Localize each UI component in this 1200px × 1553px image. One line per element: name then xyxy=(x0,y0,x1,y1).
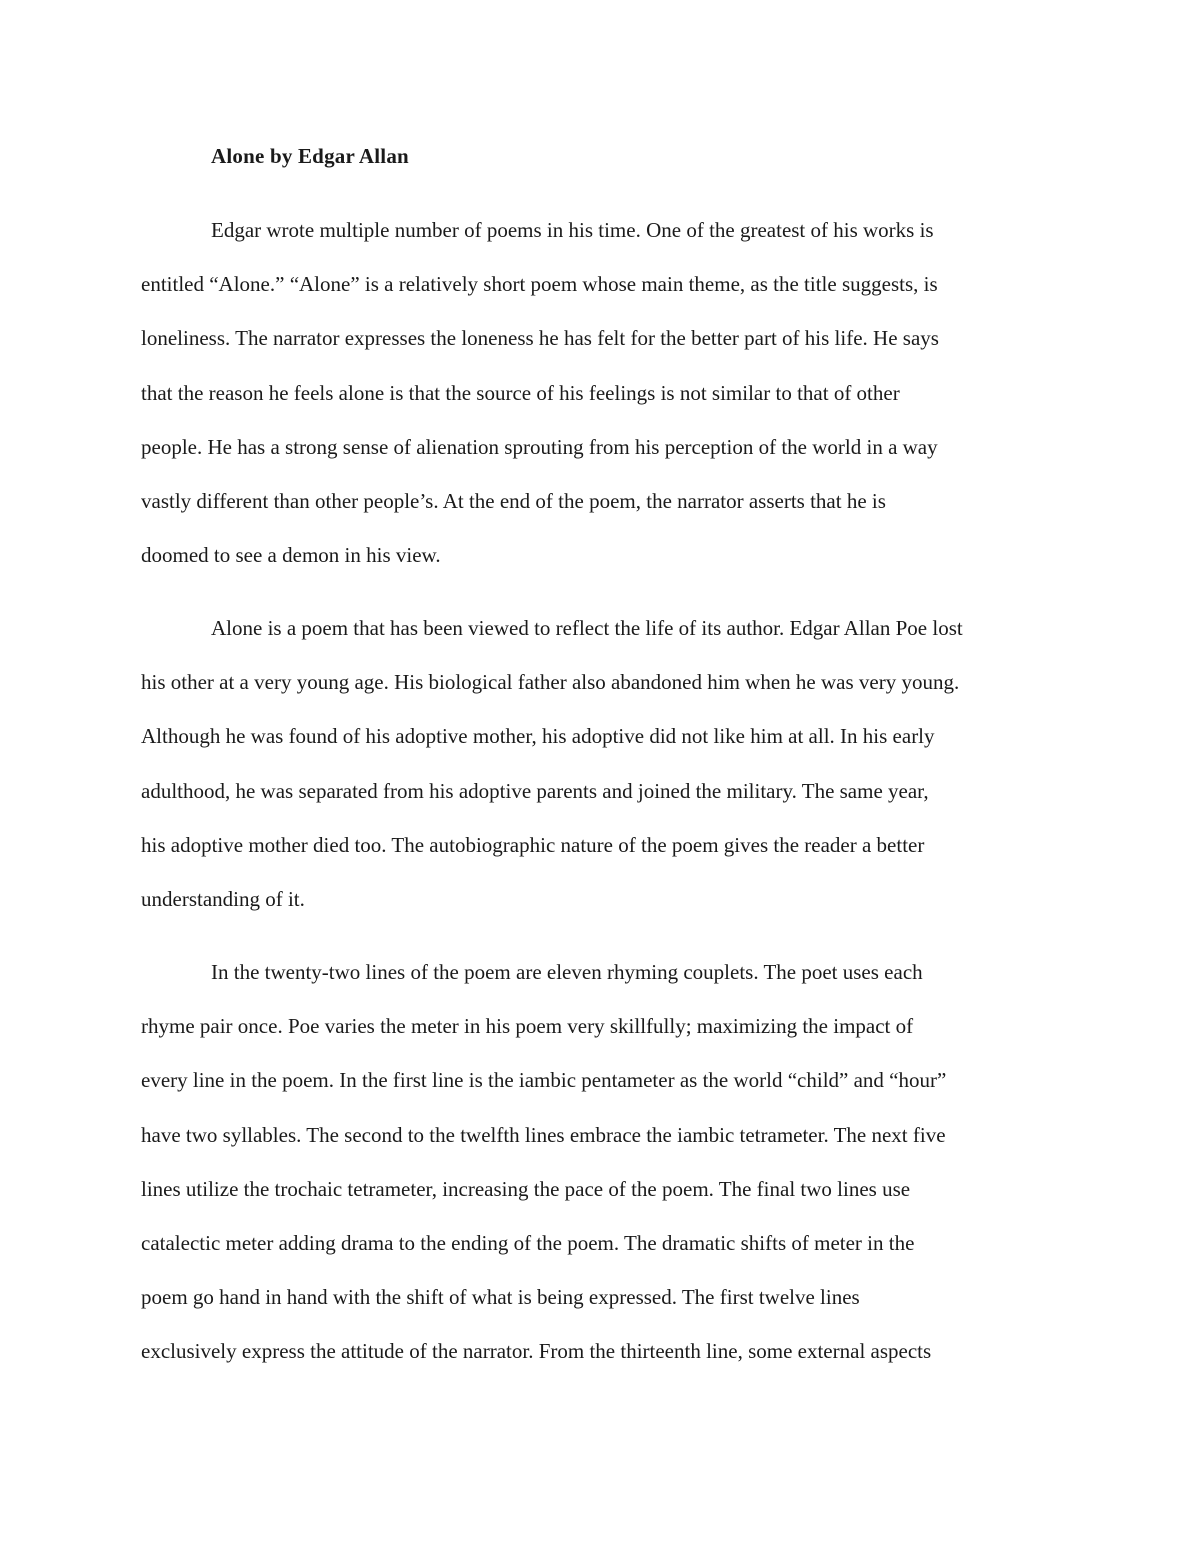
paragraph-line: In the twenty-two lines of the poem are eleven rhyming couplets. The poet uses each xyxy=(211,960,923,984)
paragraph-line: Edgar wrote multiple number of poems in his time. One of the greatest of his works is xyxy=(211,218,934,242)
paragraph-line: doomed to see a demon in his view. xyxy=(141,543,441,568)
paragraph-line: poem go hand in hand with the shift of what is being expressed. The first twelve lines xyxy=(141,1285,860,1310)
paragraph-line: that the reason he feels alone is that the source of his feelings is not similar to that of other xyxy=(141,380,900,405)
paragraph-line: his adoptive mother died too. The autobiographic nature of the poem gives the reader a better xyxy=(141,832,925,857)
paragraph-line: Although he was found of his adoptive mother, his adoptive did not like him at all. In his early xyxy=(141,724,935,749)
paragraph-line: entitled “Alone.” “Alone” is a relatively short poem whose main theme, as the title suggests, is xyxy=(141,272,938,297)
paragraph-line: exclusively express the attitude of the narrator. From the thirteenth line, some external aspects xyxy=(141,1339,932,1364)
paragraph-3 xyxy=(141,945,1061,1379)
paragraph-line: Alone is a poem that has been viewed to reflect the life of its author. Edgar Allan Poe lost xyxy=(211,616,963,640)
paragraph-line: understanding of it. xyxy=(141,886,305,911)
paragraph-line: rhyme pair once. Poe varies the meter in his poem very skillfully; maximizing the impact of xyxy=(141,1014,914,1039)
document-title: Alone by Edgar Allan xyxy=(211,144,409,168)
paragraph-line: people. He has a strong sense of alienation sprouting from his perception of the world in a way xyxy=(141,434,938,459)
paragraph-line: adulthood, he was separated from his adoptive parents and joined the military. The same year, xyxy=(141,778,929,803)
paragraph-line: vastly different than other people’s. At the end of the poem, the narrator asserts that he is xyxy=(141,488,886,513)
paragraph-1 xyxy=(141,203,1061,582)
paragraph-line: catalectic meter adding drama to the ending of the poem. The dramatic shifts of meter in the xyxy=(141,1230,915,1255)
paragraph-line: lines utilize the trochaic tetrameter, increasing the pace of the poem. The final two lines use xyxy=(141,1176,911,1201)
paragraph-line: every line in the poem. In the first line is the iambic pentameter as the world “child” and “hour” xyxy=(141,1068,947,1093)
paragraph-2 xyxy=(141,601,1061,926)
paragraph-line: have two syllables. The second to the twelfth lines embrace the iambic tetrameter. The next five xyxy=(141,1122,946,1147)
paragraph-line: his other at a very young age. His biological father also abandoned him when he was very young. xyxy=(141,670,960,695)
paragraph-line: loneliness. The narrator expresses the loneness he has felt for the better part of his life. He says xyxy=(141,326,939,351)
